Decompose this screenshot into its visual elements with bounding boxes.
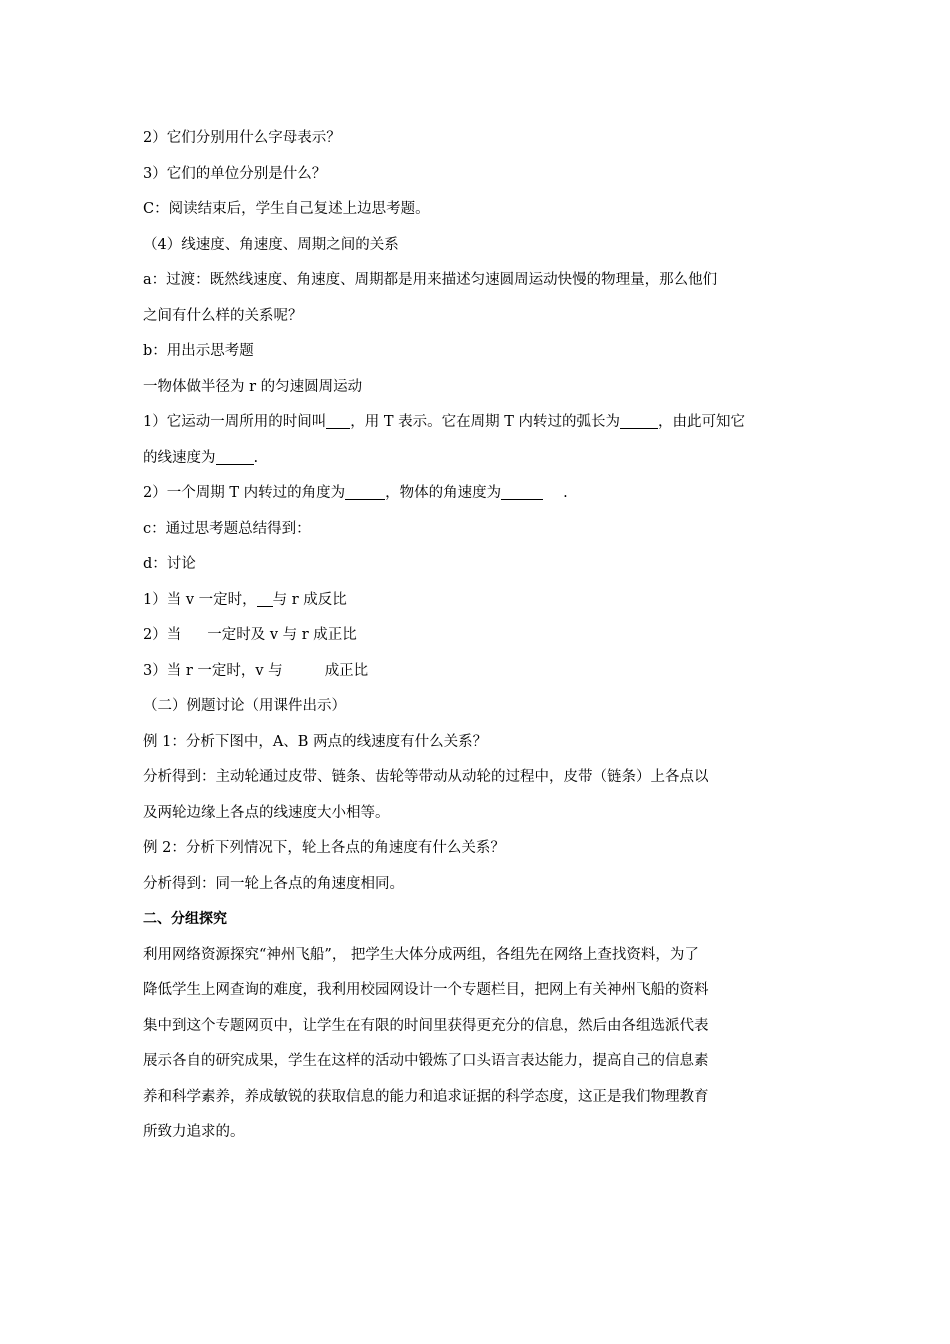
question-line bbox=[143, 618, 813, 654]
text-line: C：阅读结束后，学生自己复述上边思考题。 bbox=[143, 201, 430, 217]
question-text: 2）一个周期 T 内转过的角度为 bbox=[143, 485, 346, 501]
text-line: 3）它们的单位分别是什么？ bbox=[143, 165, 327, 182]
text-line: 分析得到：主动轮通过皮带、链条、齿轮等带动从动轮的过程中，皮带（链条）上各点以 bbox=[143, 769, 709, 785]
text-line: 2）它们分别用什么字母表示？ bbox=[143, 130, 341, 146]
text-line: d：讨论 bbox=[143, 556, 196, 572]
answer-blank bbox=[216, 447, 254, 465]
question-text: 成正比 bbox=[324, 662, 369, 679]
paragraph-line: 展示各自的研究成果，学生在这样的活动中锻炼了口头语言表达能力，提高自己的信息素 bbox=[143, 1053, 709, 1069]
paragraph-line: 利用网络资源探究“神州飞船”， 把学生大体分成两组，各组先在网络上查找资料，为了 bbox=[143, 946, 699, 963]
text-line: a：过渡：既然线速度、角速度、周期都是用来描述匀速圆周运动快慢的物理量，那么他们 bbox=[143, 272, 718, 288]
question-line bbox=[143, 476, 813, 512]
paragraph-line: 降低学生上网查询的难度，我利用校园网设计一个专题栏目，把网上有关神州飞船的资料 bbox=[143, 982, 709, 998]
answer-blank bbox=[345, 482, 385, 500]
question-text: 1）它运动一周所用的时间叫 bbox=[143, 414, 327, 430]
answer-blank bbox=[257, 589, 273, 607]
text-line: 例 2：分析下列情况下，轮上各点的角速度有什么关系？ bbox=[143, 840, 505, 856]
question-line bbox=[143, 441, 813, 477]
question-text: 与 r 成反比 bbox=[272, 591, 347, 608]
question-text: 2）当 bbox=[143, 627, 182, 643]
paragraph-line: 集中到这个专题网页中，让学生在有限的时间里获得更充分的信息，然后由各组选派代表 bbox=[143, 1017, 709, 1034]
question-text: 3）当 r 一定时，v 与 bbox=[143, 662, 283, 679]
question-text: ，由此可知它 bbox=[658, 414, 746, 430]
question-line bbox=[143, 405, 813, 441]
text-line: 一物体做半径为 r 的匀速圆周运动 bbox=[143, 378, 363, 395]
text-line: 之间有什么样的关系呢？ bbox=[143, 307, 303, 324]
answer-blank bbox=[620, 411, 658, 429]
question-text: ，用 T 表示。它在周期 T 内转过的弧长为 bbox=[350, 414, 621, 430]
section-title: （4）线速度、角速度、周期之间的关系 bbox=[143, 236, 399, 253]
answer-blank bbox=[326, 411, 350, 429]
document-body bbox=[143, 121, 813, 1151]
text-line: b：用出示思考题 bbox=[143, 343, 254, 359]
question-text: 的线速度为 bbox=[143, 449, 216, 466]
question-text: 一定时及 v 与 r 成正比 bbox=[207, 627, 357, 643]
paragraph-line: 养和科学素养，养成敏锐的获取信息的能力和追求证据的科学态度，这正是我们物理教育 bbox=[143, 1088, 709, 1105]
section-title: （二）例题讨论（用课件出示） bbox=[143, 698, 346, 714]
text-line: c：通过思考题总结得到： bbox=[143, 520, 311, 537]
question-text: ，物体的角速度为 bbox=[385, 485, 502, 501]
text-line: 分析得到：同一轮上各点的角速度相同。 bbox=[143, 875, 404, 892]
question-text: . bbox=[253, 449, 259, 466]
paragraph-line: 所致力追求的。 bbox=[143, 1124, 245, 1140]
question-text: 1）当 v 一定时， bbox=[143, 591, 257, 608]
question-line bbox=[143, 654, 813, 690]
question-text: . bbox=[563, 485, 568, 501]
text-line: 及两轮边缘上各点的线速度大小相等。 bbox=[143, 804, 390, 821]
section-heading: 二、分组探究 bbox=[143, 911, 227, 927]
text-line: 例 1：分析下图中，A、B 两点的线速度有什么关系？ bbox=[143, 733, 488, 750]
answer-blank bbox=[501, 482, 543, 500]
question-line bbox=[143, 583, 813, 619]
